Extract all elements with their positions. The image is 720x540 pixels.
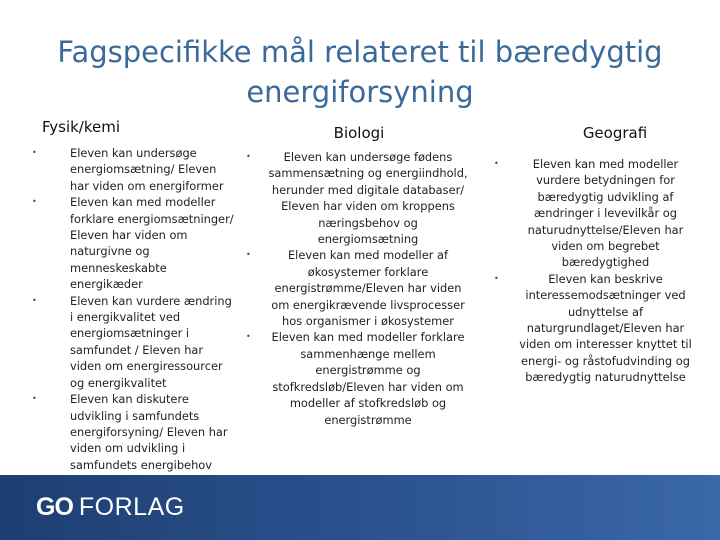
bullet-icon: • (246, 152, 251, 161)
column-biologi (246, 124, 476, 428)
list-item-text: Eleven kan undersøge energiomsætning/ Eleven har viden om energiformer (70, 146, 224, 193)
list-item (246, 329, 476, 427)
list-item (488, 271, 708, 386)
list-item (246, 149, 476, 247)
list-item-text: Eleven kan med modeller vurdere betydningen for bæredygtig udvikling af ændringer i levevilkår og naturudnyttelse/Eleven har viden om begrebet bæredygtighed (527, 157, 684, 270)
bullet-icon: • (494, 159, 499, 168)
goal-list-geografi (488, 156, 708, 386)
list-item-text: Eleven kan med modeller forklare energiomsætninger/ Eleven har viden om naturgivne og menneskeskabte energikæder (70, 195, 234, 292)
bullet-icon: • (246, 250, 251, 260)
list-item-text: Eleven kan diskutere udvikling i samfundets energiforsyning/ Eleven har viden om udvikling i samfundets energibehov (70, 392, 228, 472)
bullet-icon: • (32, 197, 37, 207)
bullet-icon: • (494, 273, 499, 283)
bullet-icon: • (246, 332, 251, 342)
list-item (246, 247, 476, 329)
logo-mark: GO (36, 492, 73, 521)
list-item-text: Eleven kan vurdere ændring i energikvalitet ved energiomsætninger i samfundet / Eleven har viden om energiressourcer og energikvalitet (70, 293, 232, 390)
list-item (32, 145, 240, 194)
bullet-icon: • (32, 148, 37, 157)
list-item (32, 194, 240, 292)
goal-list-biologi (246, 149, 476, 428)
goal-list-fysik-kemi (32, 145, 240, 473)
slide-title: Fagspecifikke mål relateret til bæredygtig energiforsyning (57, 35, 663, 109)
column-fysik-kemi (32, 118, 240, 473)
list-item-text: Eleven kan undersøge fødens sammensætning og energiindhold, herunder med digitale databaser/ Eleven har viden om kroppens næringsbehov og energiomsætning (268, 150, 468, 247)
logo-wordmark: FORLAG (78, 492, 185, 521)
column-heading-geografi: Geografi (582, 124, 648, 142)
column-heading-biologi: Biologi (333, 124, 385, 142)
bullet-icon: • (32, 295, 37, 305)
go-forlag-logo (36, 492, 185, 522)
footer-band (0, 475, 720, 540)
list-item-text: Eleven kan med modeller af økosystemer forklare energistrømme/Eleven har viden om energikrævende livsprocesser hos organismer i økosystemer (271, 248, 465, 329)
column-heading-fysik-kemi: Fysik/kemi (42, 118, 121, 136)
list-item (32, 391, 240, 473)
list-item-text: Eleven kan beskrive interessemodsætninger ved udnyttelse af naturgrundlaget/Eleven har viden om interesser knyttet til energi- og råstofudvinding og bæredygtig naturudnyttelse (519, 271, 692, 385)
bullet-icon: • (32, 394, 37, 404)
list-item (32, 293, 240, 391)
column-geografi (488, 124, 708, 386)
list-item-text: Eleven kan med modeller forklare sammenhænge mellem energistrømme og stofkredsløb/Eleven har viden om modeller af stofkredsløb og energistrømme (271, 330, 465, 427)
list-item (488, 156, 708, 271)
